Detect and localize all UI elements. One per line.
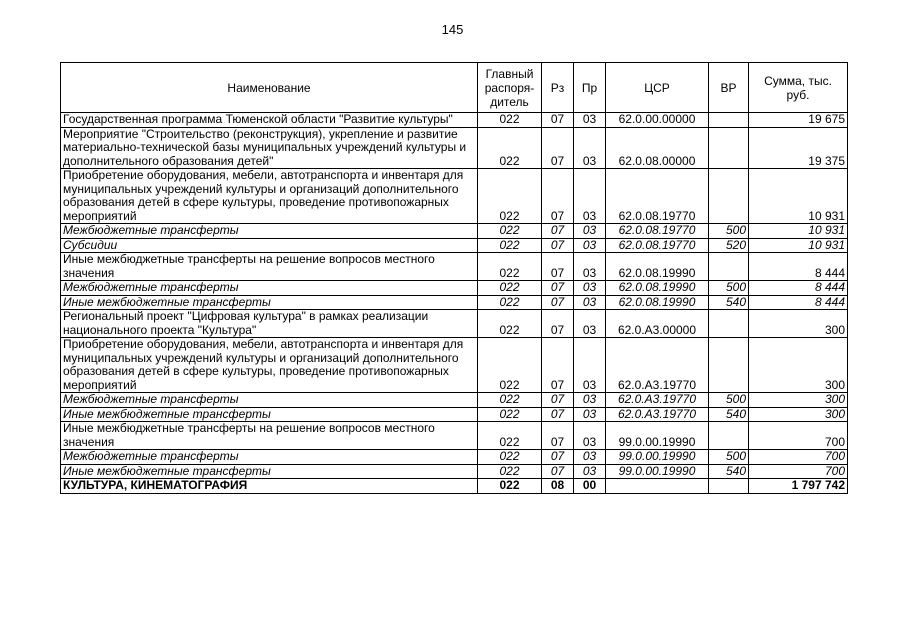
row-rz: 07 [542, 127, 574, 169]
row-sum: 10 931 [749, 238, 848, 253]
row-pr: 03 [574, 450, 606, 465]
row-sum: 700 [749, 464, 848, 479]
row-rz: 07 [542, 310, 574, 338]
row-csr: 62.0.08.19770 [606, 224, 709, 239]
row-vr [709, 479, 749, 494]
header-vr: ВР [709, 63, 749, 113]
row-gr: 022 [478, 450, 542, 465]
row-sum: 8 444 [749, 253, 848, 281]
row-name: Приобретение оборудования, мебели, автотранспорта и инвентаря для муниципальных учреждений культуры и организаций дополнительного образования детей в сфере культуры, проведение противопожарных мероприятий [61, 169, 478, 224]
row-gr: 022 [478, 224, 542, 239]
row-rz: 07 [542, 295, 574, 310]
table-row [61, 169, 848, 224]
row-csr: 99.0.00.19990 [606, 422, 709, 450]
table-row [61, 113, 848, 128]
table-row [61, 464, 848, 479]
row-gr: 022 [478, 464, 542, 479]
row-vr [709, 338, 749, 393]
row-sum: 300 [749, 338, 848, 393]
row-pr: 03 [574, 295, 606, 310]
row-rz: 07 [542, 253, 574, 281]
row-name: Иные межбюджетные трансферты на решение вопросов местного значения [61, 253, 478, 281]
table-row-section-total [61, 479, 848, 494]
row-rz: 07 [542, 224, 574, 239]
row-gr: 022 [478, 127, 542, 169]
table-row [61, 407, 848, 422]
row-gr: 022 [478, 393, 542, 408]
row-csr: 62.0.00.00000 [606, 113, 709, 128]
row-pr: 00 [574, 479, 606, 494]
row-pr: 03 [574, 464, 606, 479]
row-csr: 62.0.08.19770 [606, 169, 709, 224]
row-pr: 03 [574, 281, 606, 296]
row-sum: 19 675 [749, 113, 848, 128]
row-rz: 07 [542, 238, 574, 253]
row-sum: 700 [749, 450, 848, 465]
row-pr: 03 [574, 338, 606, 393]
table-row [61, 422, 848, 450]
table-row [61, 238, 848, 253]
row-name: Приобретение оборудования, мебели, автотранспорта и инвентаря для муниципальных учреждений культуры и организаций дополнительного образования детей в сфере культуры, проведение противопожарных мероприятий [61, 338, 478, 393]
table-row [61, 253, 848, 281]
row-sum: 300 [749, 407, 848, 422]
row-sum: 700 [749, 422, 848, 450]
row-sum: 8 444 [749, 281, 848, 296]
row-csr [606, 479, 709, 494]
row-vr: 500 [709, 224, 749, 239]
row-pr: 03 [574, 169, 606, 224]
header-name: Наименование [61, 63, 478, 113]
row-pr: 03 [574, 238, 606, 253]
table-row [61, 281, 848, 296]
row-vr: 500 [709, 393, 749, 408]
row-name: Межбюджетные трансферты [61, 281, 478, 296]
header-row [61, 63, 848, 113]
row-csr: 62.0.08.19770 [606, 238, 709, 253]
row-vr [709, 169, 749, 224]
row-vr: 540 [709, 295, 749, 310]
row-vr [709, 113, 749, 128]
table-row [61, 450, 848, 465]
row-name: Региональный проект "Цифровая культура" в рамках реализации национального проекта "Культура" [61, 310, 478, 338]
page-number: 145 [441, 22, 464, 37]
row-sum: 1 797 742 [749, 479, 848, 494]
row-csr: 62.0.A3.19770 [606, 407, 709, 422]
row-name: КУЛЬТУРА, КИНЕМАТОГРАФИЯ [61, 479, 478, 494]
row-vr [709, 310, 749, 338]
row-rz: 07 [542, 169, 574, 224]
row-csr: 62.0.A3.19770 [606, 393, 709, 408]
row-sum: 8 444 [749, 295, 848, 310]
row-csr: 62.0.08.19990 [606, 295, 709, 310]
table-row [61, 224, 848, 239]
row-name: Иные межбюджетные трансферты [61, 464, 478, 479]
header-sum: Сумма, тыс. руб. [749, 63, 848, 113]
row-name: Иные межбюджетные трансферты [61, 295, 478, 310]
row-vr: 520 [709, 238, 749, 253]
row-rz: 07 [542, 407, 574, 422]
row-csr: 99.0.00.19990 [606, 464, 709, 479]
row-pr: 03 [574, 113, 606, 128]
row-name: Межбюджетные трансферты [61, 393, 478, 408]
row-rz: 07 [542, 450, 574, 465]
row-gr: 022 [478, 310, 542, 338]
table-row [61, 310, 848, 338]
row-rz: 08 [542, 479, 574, 494]
row-gr: 022 [478, 169, 542, 224]
row-csr: 62.0.08.00000 [606, 127, 709, 169]
row-gr: 022 [478, 113, 542, 128]
row-gr: 022 [478, 479, 542, 494]
row-sum: 10 931 [749, 224, 848, 239]
row-pr: 03 [574, 310, 606, 338]
table-row [61, 295, 848, 310]
row-csr: 62.0.08.19990 [606, 253, 709, 281]
row-vr: 500 [709, 450, 749, 465]
row-sum: 19 375 [749, 127, 848, 169]
row-name: Мероприятие "Строительство (реконструкция), укрепление и развитие материально-технической базы муниципальных учреждений культуры и дополнительного образования детей" [61, 127, 478, 169]
row-rz: 07 [542, 393, 574, 408]
header-main-manager: Главный распоря-дитель [478, 63, 542, 113]
row-pr: 03 [574, 422, 606, 450]
row-gr: 022 [478, 295, 542, 310]
row-pr: 03 [574, 224, 606, 239]
row-rz: 07 [542, 422, 574, 450]
table-row [61, 127, 848, 169]
row-name: Субсидии [61, 238, 478, 253]
row-name: Межбюджетные трансферты [61, 224, 478, 239]
row-rz: 07 [542, 281, 574, 296]
budget-table [60, 62, 848, 494]
row-name: Межбюджетные трансферты [61, 450, 478, 465]
row-csr: 99.0.00.19990 [606, 450, 709, 465]
row-gr: 022 [478, 281, 542, 296]
row-vr [709, 422, 749, 450]
row-name: Иные межбюджетные трансферты [61, 407, 478, 422]
row-vr: 540 [709, 464, 749, 479]
row-sum: 300 [749, 393, 848, 408]
row-vr [709, 253, 749, 281]
row-name: Иные межбюджетные трансферты на решение вопросов местного значения [61, 422, 478, 450]
row-gr: 022 [478, 407, 542, 422]
row-vr: 540 [709, 407, 749, 422]
table-row [61, 338, 848, 393]
row-pr: 03 [574, 393, 606, 408]
row-sum: 10 931 [749, 169, 848, 224]
header-pr: Пр [574, 63, 606, 113]
row-rz: 07 [542, 338, 574, 393]
row-rz: 07 [542, 464, 574, 479]
row-vr: 500 [709, 281, 749, 296]
row-name: Государственная программа Тюменской области "Развитие культуры" [61, 113, 478, 128]
row-gr: 022 [478, 338, 542, 393]
header-rz: Рз [542, 63, 574, 113]
header-csr: ЦСР [606, 63, 709, 113]
row-csr: 62.0.A3.00000 [606, 310, 709, 338]
row-rz: 07 [542, 113, 574, 128]
row-sum: 300 [749, 310, 848, 338]
row-gr: 022 [478, 253, 542, 281]
row-pr: 03 [574, 127, 606, 169]
row-pr: 03 [574, 253, 606, 281]
row-pr: 03 [574, 407, 606, 422]
row-gr: 022 [478, 238, 542, 253]
table-row [61, 393, 848, 408]
row-csr: 62.0.A3.19770 [606, 338, 709, 393]
row-csr: 62.0.08.19990 [606, 281, 709, 296]
row-gr: 022 [478, 422, 542, 450]
row-vr [709, 127, 749, 169]
